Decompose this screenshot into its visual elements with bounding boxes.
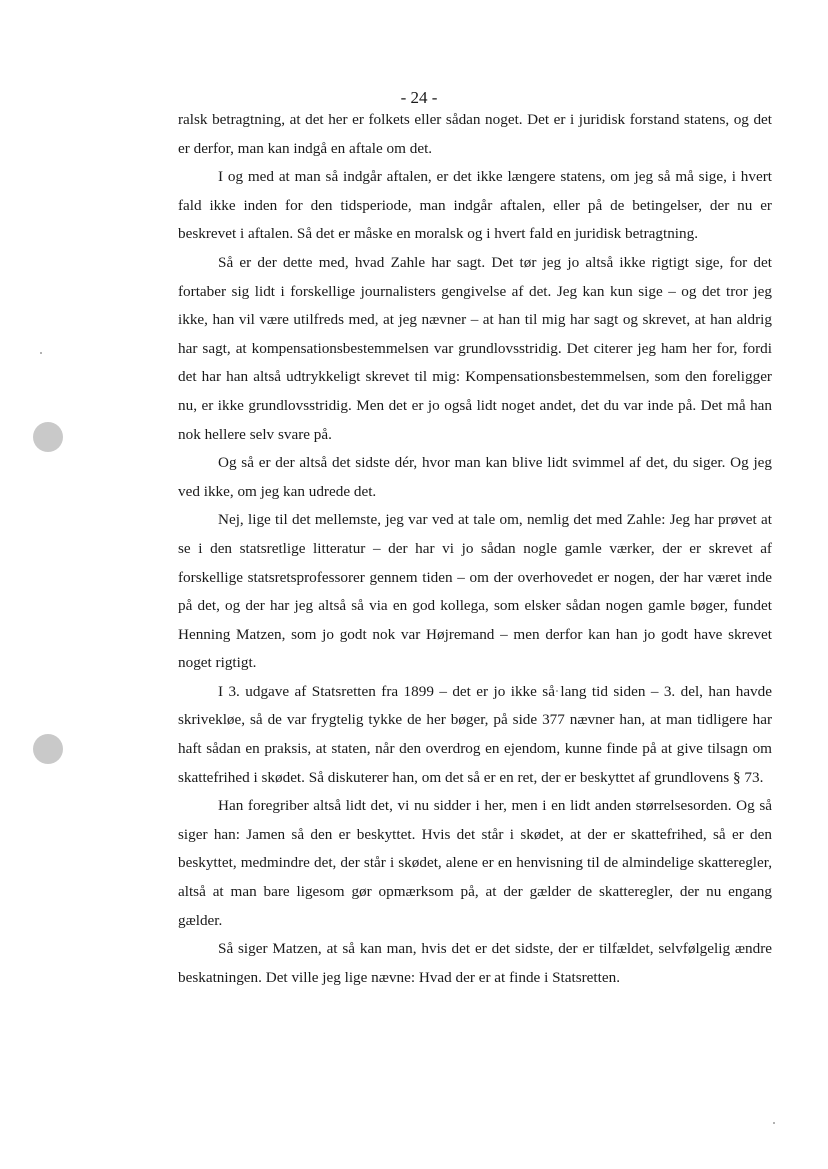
paragraph: I og med at man så indgår aftalen, er det ikke længere statens, om jeg så må sige, i hvert fald ikke inden for den tidsperiode, man indgår aftalen, eller på de betingelser, der nu er beskrevet i aftalen. Så det er måske en moralsk og i hvert fald en juridisk betragtning.	[178, 168, 772, 243]
document-body	[178, 106, 772, 992]
paragraph: Så er der dette med, hvad Zahle har sagt. Det tør jeg jo altså ikke rigtigt sige, for det fortaber sig lidt i forskellige journalisters gengivelse af det. Jeg kan kun sige – og det tror jeg ikke, han vil være utilfreds med, at jeg nævner – at han til mig har sagt og skrevet, at han aldrig har sagt, at kompensationsbestemmelsen var grundlovsstridig. Det citerer jeg ham her for, fordi det har han altså udtrykkeligt skrevet til mig: Kompensationsbestemmelsen, som den foreligger nu, er ikke grundlovsstridig. Men det er jo også lidt noget andet, det du var inde på. Det må han nok hellere selv svare på.	[178, 253, 772, 443]
paragraph: ralsk betragtning, at det her er folkets eller sådan noget. Det er i juridisk forstand statens, og det er derfor, man kan indgå en aftale om det.	[178, 111, 772, 157]
paragraph: Nej, lige til det mellemste, jeg var ved at tale om, nemlig det med Zahle: Jeg har prøvet at se i den statsretlige litteratur – der har vi jo sådan nogle gamle værker, der er skrevet af forskellige statsretsprofessorer gennem tiden – om der overhovedet er nogen, der har været inde på det, og der har jeg altså så via en god kollega, som elsker sådan nogen gamle bøger, fundet Henning Matzen, som jo godt nok var Højremand – men derfor kan han jo godt have skrevet noget rigtigt.	[178, 511, 772, 672]
scan-speck	[773, 1122, 775, 1124]
paragraph: I 3. udgave af Statsretten fra 1899 – det er jo ikke så lang tid siden – 3. del, han havde skrivekløe, så de var frygtelig tykke de her bøger, på side 377 nævner han, at man tidligere har haft sådan en praksis, at staten, når den overdrog en ejendom, kunne finde på at give tilsagn om skattefrihed i skødet. Så diskuterer han, om det så er en ret, der er beskyttet af grundlovens § 73.	[178, 682, 772, 786]
paragraph: Han foregriber altså lidt det, vi nu sidder i her, men i en lidt anden størrelsesorden. Og så siger han: Jamen så den er beskyttet. Hvis det står i skødet, at der er skattefrihed, så er den beskyttet, medmindre det, der står i skødet, alene er en henvisning til de almindelige skatteregler, altså at man bare ligesom gør opmærksom på, at der gælder de skatteregler, der nu engang gælder.	[178, 797, 772, 929]
page-number: - 24 -	[400, 88, 438, 107]
punch-hole-top	[33, 422, 63, 452]
paragraph: Så siger Matzen, at så kan man, hvis det er det sidste, der er tilfældet, selvfølgelig ændre beskatningen. Det ville jeg lige nævne: Hvad der er at finde i Statsretten.	[178, 940, 772, 986]
punch-hole-bottom	[33, 734, 63, 764]
paragraph: Og så er der altså det sidste dér, hvor man kan blive lidt svimmel af det, du siger. Og jeg ved ikke, om jeg kan udrede det.	[178, 454, 772, 500]
scan-speck	[40, 352, 42, 354]
